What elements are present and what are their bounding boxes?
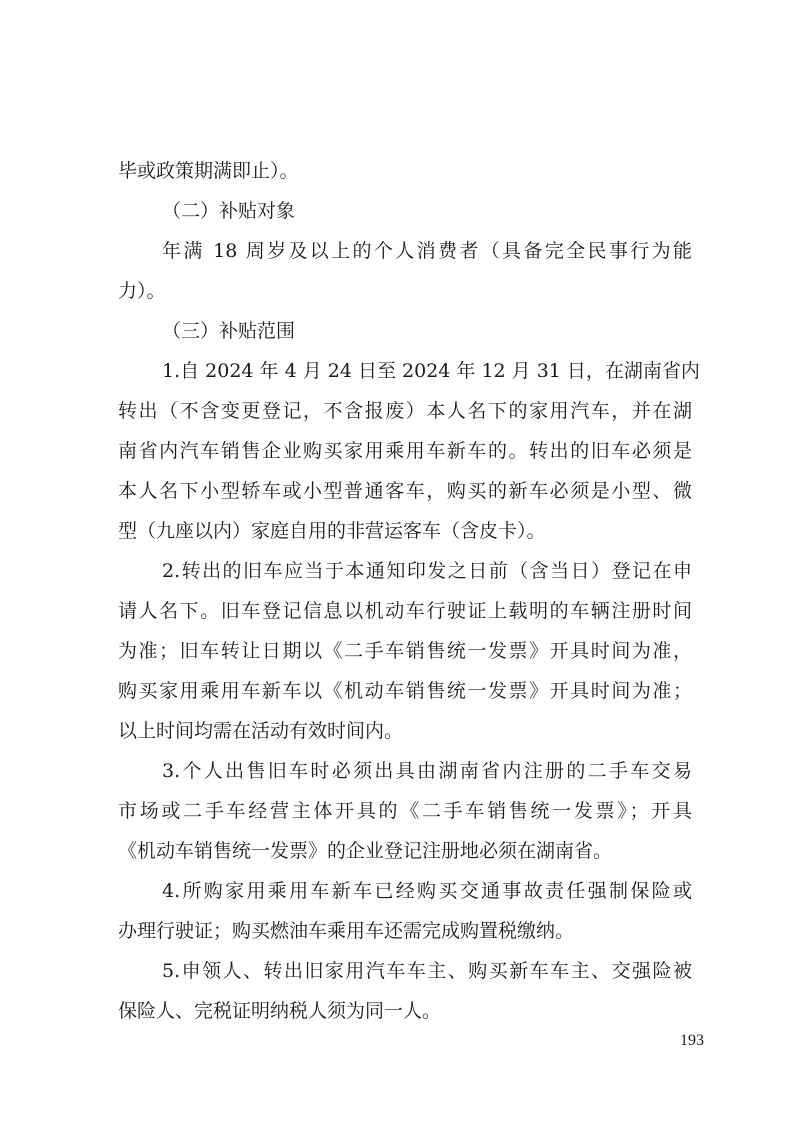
text-line: 转出（不含变更登记，不含报废）本人名下的家用汽车，并在湖 [118, 400, 692, 422]
text-line: 1.自 2024 年 4 月 24 日至 2024 年 12 月 31 日，在湖南省内 [162, 360, 700, 382]
text-line: 4.所购家用乘用车新车已经购买交通事故责任强制保险或 [162, 880, 692, 902]
page-number: 193 [680, 1032, 704, 1049]
text-line: （三）补贴范围 [162, 320, 296, 342]
text-line: 年满 18 周岁及以上的个人消费者（具备完全民事行为能 [162, 240, 692, 262]
text-line: 本人名下小型轿车或小型普通客车，购买的新车必须是小型、微 [118, 480, 692, 502]
text-line: 3.个人出售旧车时必须出具由湖南省内注册的二手车交易 [162, 760, 692, 782]
document-body [118, 151, 700, 1031]
text-line: 办理行驶证；购买燃油车乘用车还需完成购置税缴纳。 [118, 920, 575, 942]
text-line: 以上时间均需在活动有效时间内。 [118, 720, 404, 742]
text-line: 2.转出的旧车应当于本通知印发之日前（含当日）登记在申 [162, 560, 692, 582]
text-line: 南省内汽车销售企业购买家用乘用车新车的。转出的旧车必须是 [118, 440, 692, 462]
text-line: 毕或政策期满即止）。 [118, 160, 299, 182]
text-line: 为准；旧车转让日期以《二手车销售统一发票》开具时间为准， [118, 640, 692, 662]
text-line: 购买家用乘用车新车以《机动车销售统一发票》开具时间为准； [118, 680, 692, 702]
text-line: 5.申领人、转出旧家用汽车车主、购买新车车主、交强险被 [162, 960, 692, 982]
text-line: 型（九座以内）家庭自用的非营运客车（含皮卡）。 [118, 520, 546, 542]
text-line: 《机动车销售统一发票》的企业登记注册地必须在湖南省。 [118, 840, 613, 862]
text-line: 请人名下。旧车登记信息以机动车行驶证上载明的车辆注册时间 [118, 600, 692, 622]
text-line: 市场或二手车经营主体开具的《二手车销售统一发票》；开具 [118, 800, 692, 822]
text-line: 保险人、完税证明纳税人须为同一人。 [118, 1000, 442, 1022]
text-line: （二）补贴对象 [162, 200, 296, 222]
text-line: 力）。 [118, 280, 166, 302]
